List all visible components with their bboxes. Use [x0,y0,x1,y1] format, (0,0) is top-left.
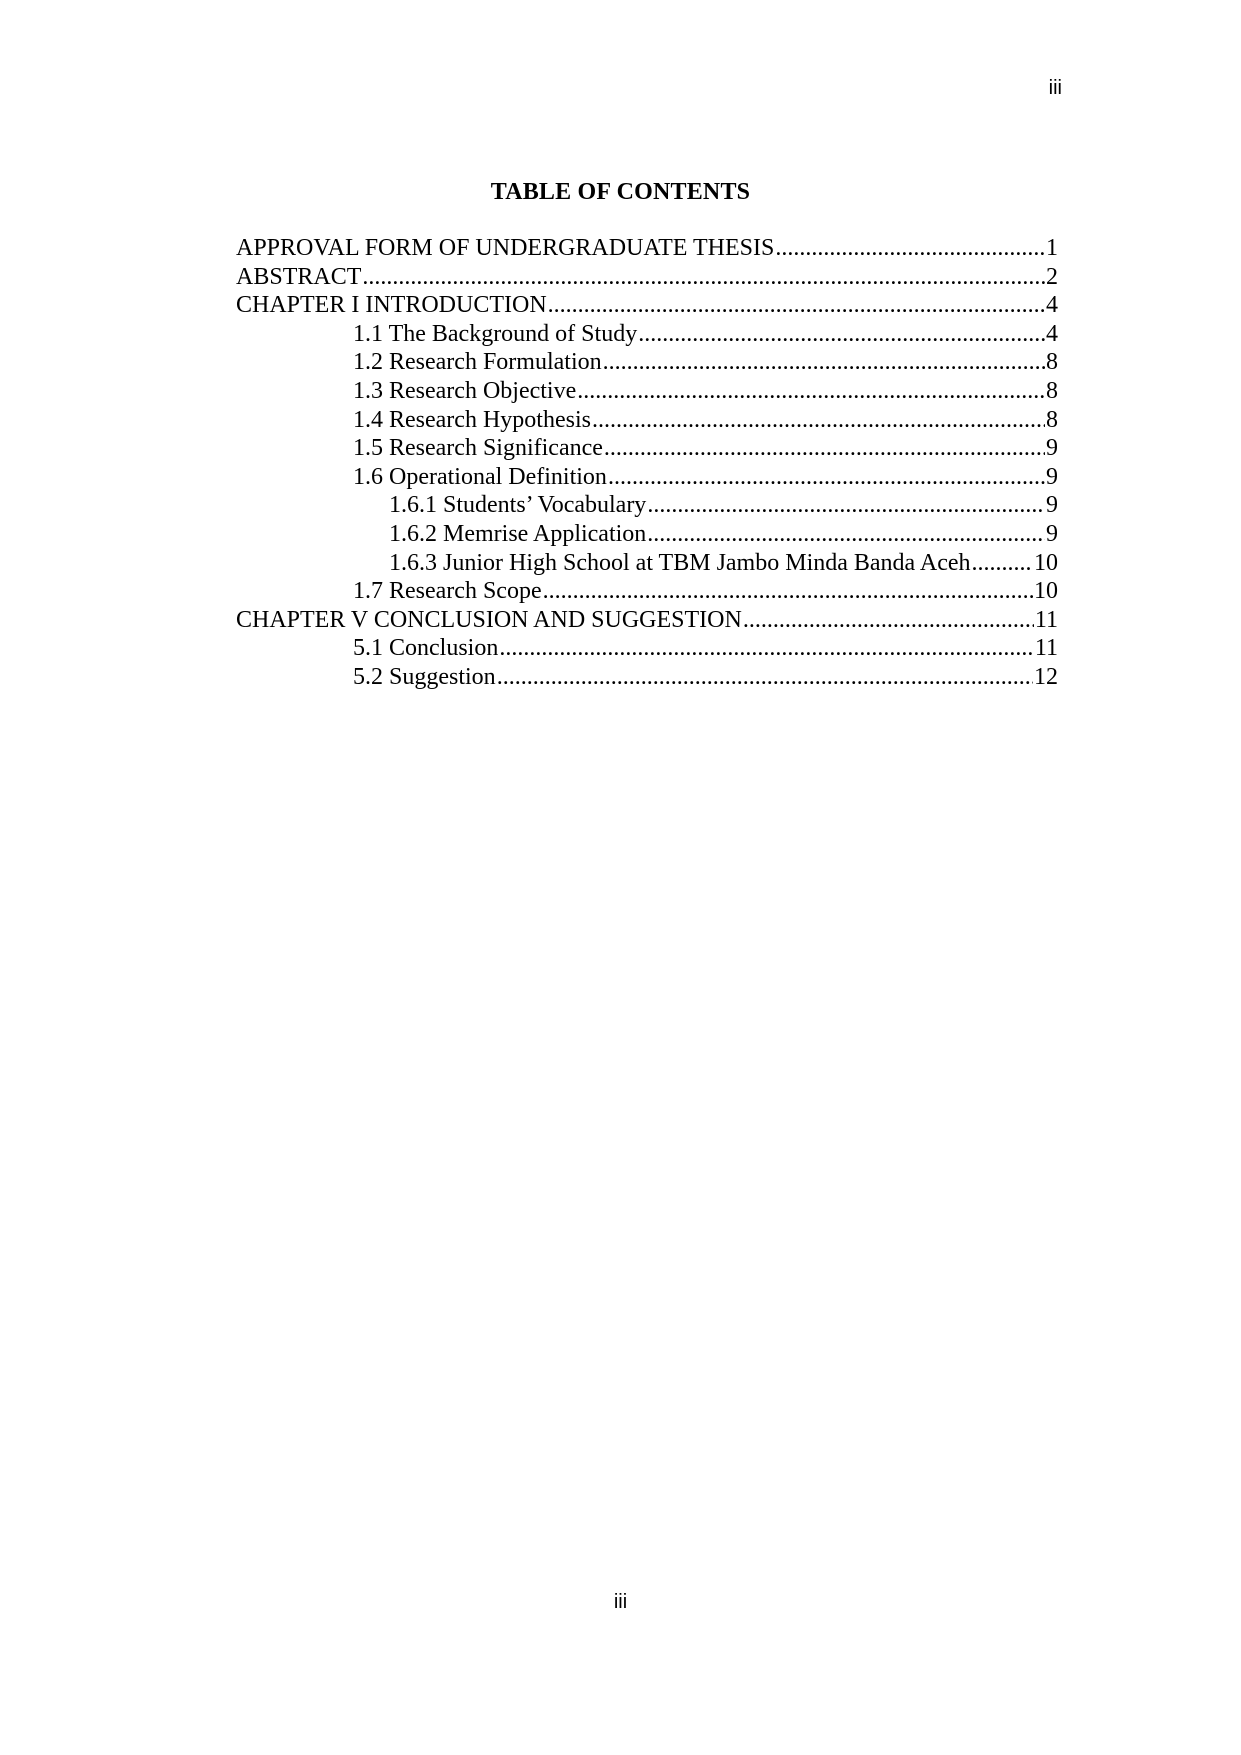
dot-leader [603,348,1045,377]
toc-entry[interactable] [236,348,1058,377]
toc-entry-page: 10 [1034,549,1058,576]
toc-entry-page: 2 [1046,263,1058,290]
dot-leader [592,406,1045,435]
page-title: TABLE OF CONTENTS [490,179,751,205]
dot-leader [604,434,1045,463]
footer-page-number: iii [613,1591,628,1613]
toc-entry-label: 1.2 Research Formulation [353,349,602,376]
toc-entry-page: 9 [1046,520,1058,547]
dot-leader [362,263,1045,292]
toc-entry-page: 9 [1046,492,1058,519]
toc-entry[interactable] [236,663,1058,692]
dot-leader [972,549,1033,578]
toc-entry-label: APPROVAL FORM OF UNDERGRADUATE THESIS [236,235,775,261]
toc-entry[interactable] [236,520,1058,549]
toc-entry-label: 1.6.2 Memrise Application [389,520,647,547]
dot-leader [499,634,1034,663]
dot-leader [638,320,1045,349]
toc-entry-label: 1.5 Research Significance [353,435,603,462]
toc-entry-label: CHAPTER I INTRODUCTION [236,292,547,319]
toc-entry-label: ABSTRACT [236,263,362,290]
dot-leader [548,291,1045,320]
toc-entry-label: 1.1 The Background of Study [353,320,638,347]
toc-entry-label: CHAPTER V CONCLUSION AND SUGGESTION [236,606,742,633]
toc-entry-page: 8 [1046,406,1058,433]
toc-entry-label: 1.6.3 Junior High School at TBM Jambo Minda Banda Aceh [389,549,971,576]
toc-entry[interactable] [236,291,1058,320]
dot-leader [647,491,1045,520]
toc-entry-page: 8 [1046,377,1058,404]
toc-entry[interactable] [236,377,1058,406]
toc-entry-page: 12 [1034,663,1058,690]
toc-entry[interactable] [236,320,1058,349]
table-of-contents [236,234,1058,692]
toc-entry[interactable] [236,234,1058,263]
toc-entry-page: 9 [1046,435,1058,462]
header-page-number: iii [1048,77,1062,99]
toc-entry-label: 1.7 Research Scope [353,578,542,605]
toc-entry-page: 8 [1046,349,1058,376]
toc-entry-page: 1 [1046,235,1058,261]
dot-leader [775,234,1045,263]
toc-entry-page: 11 [1034,635,1058,662]
toc-entry[interactable] [236,634,1058,663]
toc-entry-label: 1.6 Operational Definition [353,463,607,490]
toc-entry[interactable] [236,549,1058,578]
toc-entry[interactable] [236,463,1058,492]
dot-leader [743,606,1034,635]
toc-entry-label: 1.3 Research Objective [353,377,577,404]
toc-entry-label: 1.6.1 Students’ Vocabulary [389,492,647,519]
toc-entry-page: 10 [1034,578,1058,605]
toc-entry-page: 4 [1046,320,1058,347]
toc-entry-page: 9 [1046,463,1058,490]
dot-leader [577,377,1045,406]
dot-leader [647,520,1045,549]
toc-entry-label: 1.4 Research Hypothesis [353,406,591,433]
dot-leader [608,463,1045,492]
toc-entry-label: 5.1 Conclusion [353,635,499,662]
toc-entry[interactable] [236,263,1058,292]
toc-entry[interactable] [236,406,1058,435]
toc-entry[interactable] [236,577,1058,606]
toc-entry-page: 4 [1046,292,1058,319]
toc-entry[interactable] [236,491,1058,520]
dot-leader [543,577,1033,606]
toc-entry-label: 5.2 Suggestion [353,663,496,690]
dot-leader [497,663,1033,692]
toc-entry[interactable] [236,434,1058,463]
toc-entry[interactable] [236,606,1058,635]
toc-entry-page: 11 [1034,606,1058,633]
